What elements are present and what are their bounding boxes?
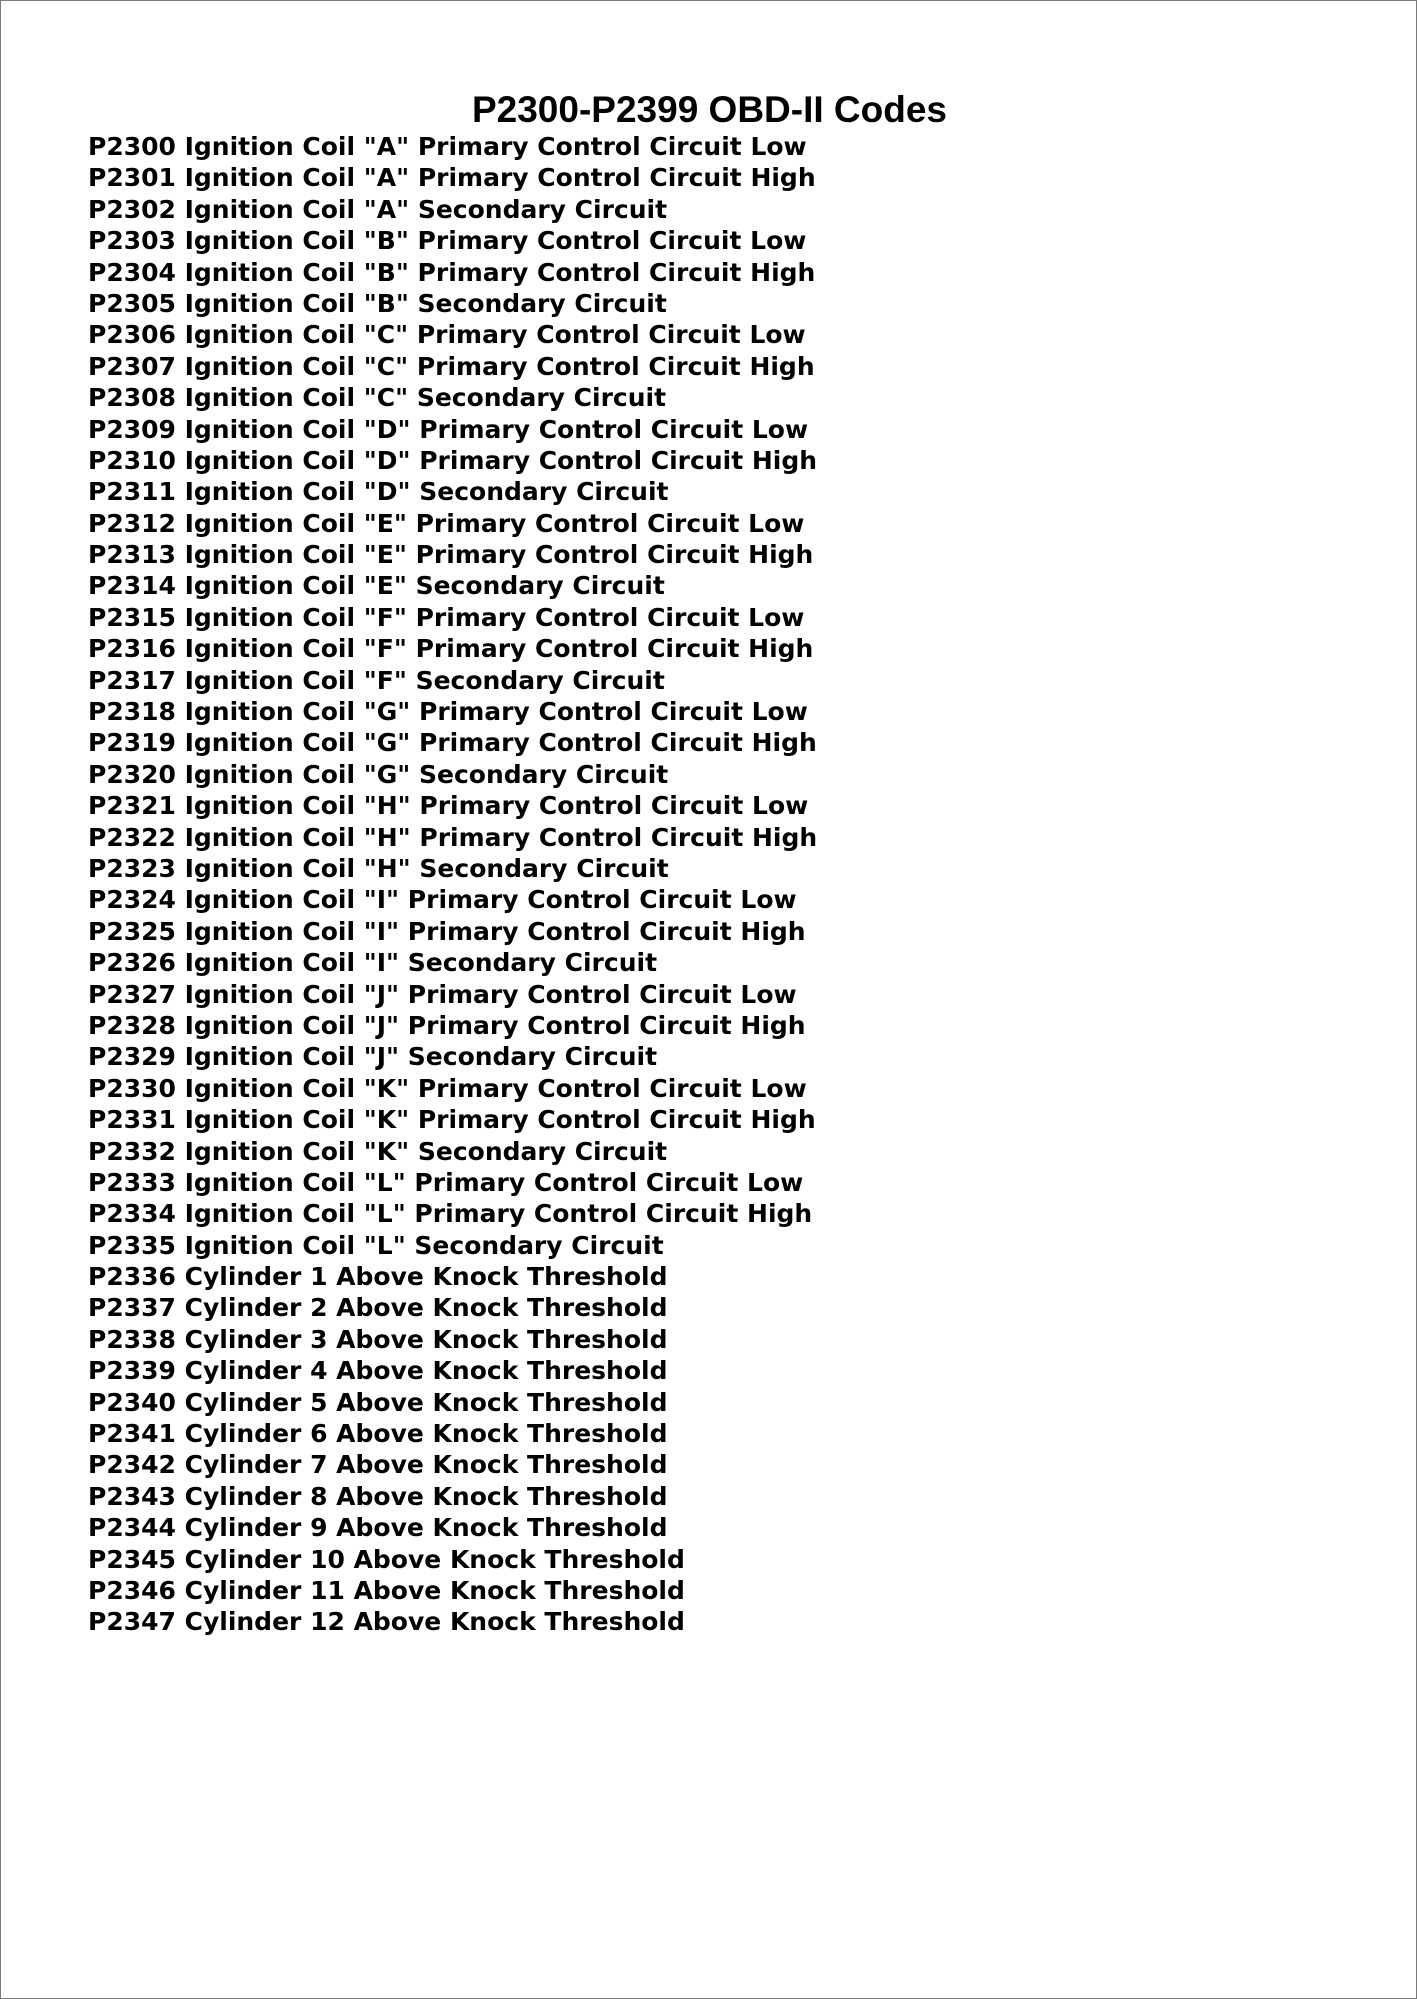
list-item: P2323 Ignition Coil "H" Secondary Circuit — [88, 853, 669, 883]
list-item: P2300 Ignition Coil "A" Primary Control Circuit Low — [88, 132, 807, 161]
list-item: P2310 Ignition Coil "D" Primary Control Circuit High — [88, 445, 818, 475]
list-item: P2328 Ignition Coil "J" Primary Control Circuit High — [88, 1010, 806, 1040]
list-item: P2306 Ignition Coil "C" Primary Control Circuit Low — [88, 320, 806, 350]
list-item: P2320 Ignition Coil "G" Secondary Circuit — [88, 759, 669, 789]
list-item: P2302 Ignition Coil "A" Secondary Circuit — [88, 194, 668, 224]
list-item: P2325 Ignition Coil "I" Primary Control Circuit High — [88, 916, 806, 946]
list-item: P2331 Ignition Coil "K" Primary Control Circuit High — [88, 1105, 816, 1135]
list-item: P2336 Cylinder 1 Above Knock Threshold — [88, 1262, 668, 1292]
list-item: P2345 Cylinder 10 Above Knock Threshold — [88, 1544, 685, 1574]
list-item: P2307 Ignition Coil "C" Primary Control Circuit High — [88, 351, 815, 381]
list-item: P2342 Cylinder 7 Above Knock Threshold — [88, 1450, 668, 1480]
list-item: P2338 Cylinder 3 Above Knock Threshold — [88, 1324, 668, 1354]
list-item: P2326 Ignition Coil "I" Secondary Circuit — [88, 948, 658, 978]
list-item: P2321 Ignition Coil "H" Primary Control Circuit Low — [88, 791, 809, 821]
list-item: P2337 Cylinder 2 Above Knock Threshold — [88, 1293, 668, 1323]
list-item: P2304 Ignition Coil "B" Primary Control Circuit High — [88, 257, 816, 287]
list-item: P2346 Cylinder 11 Above Knock Threshold — [88, 1575, 685, 1605]
list-item: P2318 Ignition Coil "G" Primary Control Circuit Low — [88, 697, 808, 727]
list-item: P2341 Cylinder 6 Above Knock Threshold — [88, 1419, 668, 1449]
list-item: P2315 Ignition Coil "F" Primary Control Circuit Low — [88, 602, 805, 632]
list-item: P2319 Ignition Coil "G" Primary Control Circuit High — [88, 728, 817, 758]
list-item: P2332 Ignition Coil "K" Secondary Circuit — [88, 1136, 668, 1166]
list-item: P2340 Cylinder 5 Above Knock Threshold — [88, 1387, 668, 1417]
list-item: P2343 Cylinder 8 Above Knock Threshold — [88, 1481, 668, 1511]
list-item: P2312 Ignition Coil "E" Primary Control Circuit Low — [88, 508, 805, 538]
list-item: P2322 Ignition Coil "H" Primary Control Circuit High — [88, 822, 818, 852]
list-item: P2305 Ignition Coil "B" Secondary Circuit — [88, 288, 667, 318]
list-item: P2324 Ignition Coil "I" Primary Control Circuit Low — [88, 885, 797, 915]
list-item: P2330 Ignition Coil "K" Primary Control Circuit Low — [88, 1073, 807, 1103]
list-item: P2317 Ignition Coil "F" Secondary Circuit — [88, 665, 665, 695]
list-item: P2311 Ignition Coil "D" Secondary Circuit — [88, 477, 669, 507]
list-item: P2339 Cylinder 4 Above Knock Threshold — [88, 1356, 668, 1386]
list-item: P2303 Ignition Coil "B" Primary Control Circuit Low — [88, 226, 807, 256]
list-item: P2308 Ignition Coil "C" Secondary Circuit — [88, 383, 667, 413]
list-item: P2347 Cylinder 12 Above Knock Threshold — [88, 1607, 685, 1637]
list-item: P2301 Ignition Coil "A" Primary Control Circuit High — [88, 163, 816, 193]
list-item: P2335 Ignition Coil "L" Secondary Circuit — [88, 1230, 664, 1260]
list-item: P2344 Cylinder 9 Above Knock Threshold — [88, 1513, 668, 1543]
list-item: P2316 Ignition Coil "F" Primary Control Circuit High — [88, 634, 814, 664]
list-item: P2334 Ignition Coil "L" Primary Control Circuit High — [88, 1199, 813, 1229]
page-title: P2300-P2399 OBD-II Codes — [471, 89, 948, 130]
code-list — [88, 131, 817, 1638]
list-item: P2333 Ignition Coil "L" Primary Control Circuit Low — [88, 1167, 804, 1197]
list-item: P2314 Ignition Coil "E" Secondary Circuit — [88, 571, 665, 601]
list-item: P2329 Ignition Coil "J" Secondary Circuit — [88, 1042, 658, 1072]
list-item: P2313 Ignition Coil "E" Primary Control Circuit High — [88, 540, 814, 570]
list-item: P2327 Ignition Coil "J" Primary Control Circuit Low — [88, 979, 797, 1009]
list-item: P2309 Ignition Coil "D" Primary Control Circuit Low — [88, 414, 809, 444]
